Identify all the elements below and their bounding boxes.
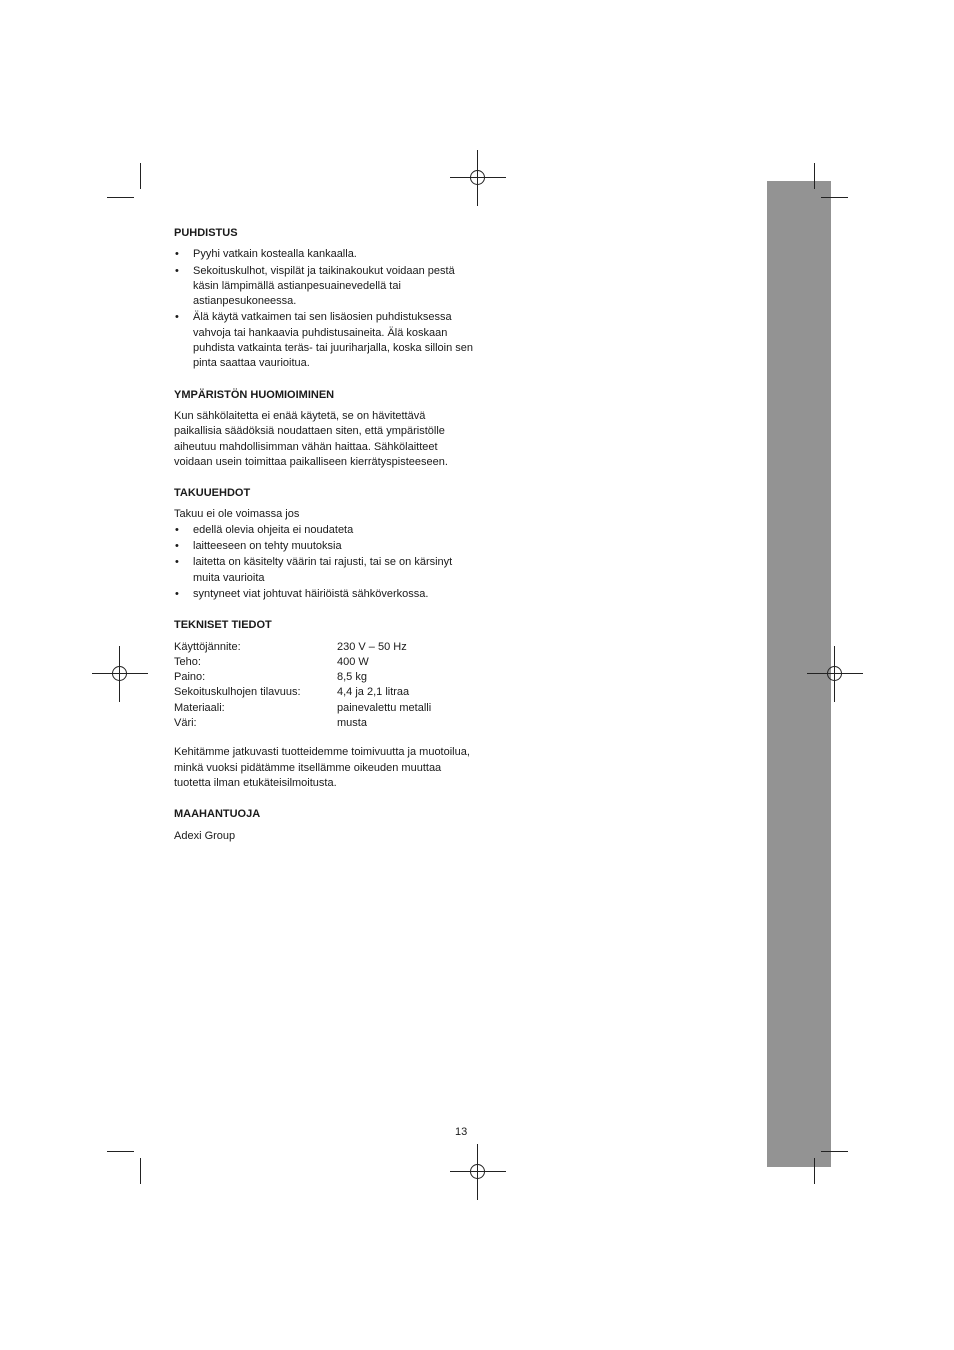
spec-value: 400 W	[337, 655, 369, 668]
section-heading: MAAHANTUOJA	[174, 808, 261, 821]
content-column	[174, 226, 474, 856]
section-ymparisto	[174, 388, 474, 470]
list-item: • syntyneet viat johtuvat häiriöistä sähköverkossa.	[174, 587, 474, 602]
registration-mark-top	[450, 150, 506, 206]
section-tekniset	[174, 618, 474, 791]
paragraph: Takuu ei ole voimassa jos	[174, 508, 300, 521]
crop-mark	[814, 163, 815, 189]
section-takuu	[174, 486, 474, 602]
spec-label: Väri:	[174, 717, 197, 730]
spec-table	[174, 640, 474, 732]
crop-mark	[821, 1151, 848, 1152]
crop-mark	[814, 1158, 815, 1184]
spec-label: Materiaali:	[174, 701, 225, 714]
spec-row	[174, 670, 474, 685]
section-puhdistus	[174, 226, 474, 372]
crop-mark	[107, 1151, 134, 1152]
paragraph: Kehitämme jatkuvasti tuotteidemme toimivuutta ja muotoilua, minkä vuoksi pidätämme itsellämme oikeuden muuttaa tuotetta ilman etukäteisilmoitusta.	[174, 746, 470, 789]
paragraph: Kun sähkölaitetta ei enää käytetä, se on hävitettävä paikallisia säädöksiä noudattaen siten, että ympäristölle aiheutuu mahdollisimman vähän haittaa. Sähkölaitteet voidaan usein toimittaa paikalliseen kierrätyspisteeseen.	[174, 409, 448, 468]
spec-label: Sekoituskulhojen tilavuus:	[174, 686, 301, 699]
list-item: • laitetta on käsitelty väärin tai rajusti, tai se on kärsinyt muita vaurioita	[174, 555, 474, 586]
registration-mark-left	[92, 646, 148, 702]
bullet-list	[174, 523, 474, 602]
spec-value: 4,4 ja 2,1 litraa	[337, 686, 410, 699]
registration-mark-bottom	[450, 1144, 506, 1200]
section-heading: PUHDISTUS	[174, 227, 238, 239]
spec-label: Käyttöjännite:	[174, 640, 241, 653]
page-number: 13	[455, 1126, 468, 1138]
spec-label: Teho:	[174, 655, 201, 668]
section-heading: TEKNISET TIEDOT	[174, 619, 272, 632]
spec-label: Paino:	[174, 671, 206, 684]
crop-mark	[140, 1158, 141, 1184]
crop-mark	[140, 163, 141, 189]
crop-mark	[107, 197, 134, 198]
spec-value: 230 V – 50 Hz	[337, 640, 407, 653]
crop-mark	[821, 197, 848, 198]
spec-row	[174, 685, 474, 700]
spec-row	[174, 716, 474, 731]
spec-row	[174, 701, 474, 716]
spec-row	[174, 655, 474, 670]
spec-row	[174, 640, 474, 655]
section-heading: YMPÄRISTÖN HUOMIOIMINEN	[174, 388, 335, 401]
spec-value: musta	[337, 717, 367, 730]
list-item: • Pyyhi vatkain kostealla kankaalla.	[174, 247, 474, 262]
list-item: • Älä käytä vatkaimen tai sen lisäosien puhdistuksessa vahvoja tai hankaavia puhdistusaineita. Älä koskaan puhdista vatkainta teräs- tai juuriharjalla, koska silloin sen pinta saattaa vaurioitua.	[174, 310, 474, 371]
section-heading: TAKUUEHDOT	[174, 487, 251, 500]
list-item: • laitteeseen on tehty muutoksia	[174, 539, 474, 554]
spec-value: 8,5 kg	[337, 671, 367, 684]
list-item: • Sekoituskulhot, vispilät ja taikinakoukut voidaan pestä käsin lämpimällä astianpesuainevedellä tai astianpesukoneessa.	[174, 264, 474, 310]
section-maahantuoja	[174, 807, 474, 844]
registration-mark-right	[807, 646, 863, 702]
paragraph: Adexi Group	[174, 829, 236, 842]
list-item: • edellä olevia ohjeita ei noudateta	[174, 523, 474, 538]
bullet-list	[174, 247, 474, 371]
spec-value: painevalettu metalli	[337, 701, 432, 714]
